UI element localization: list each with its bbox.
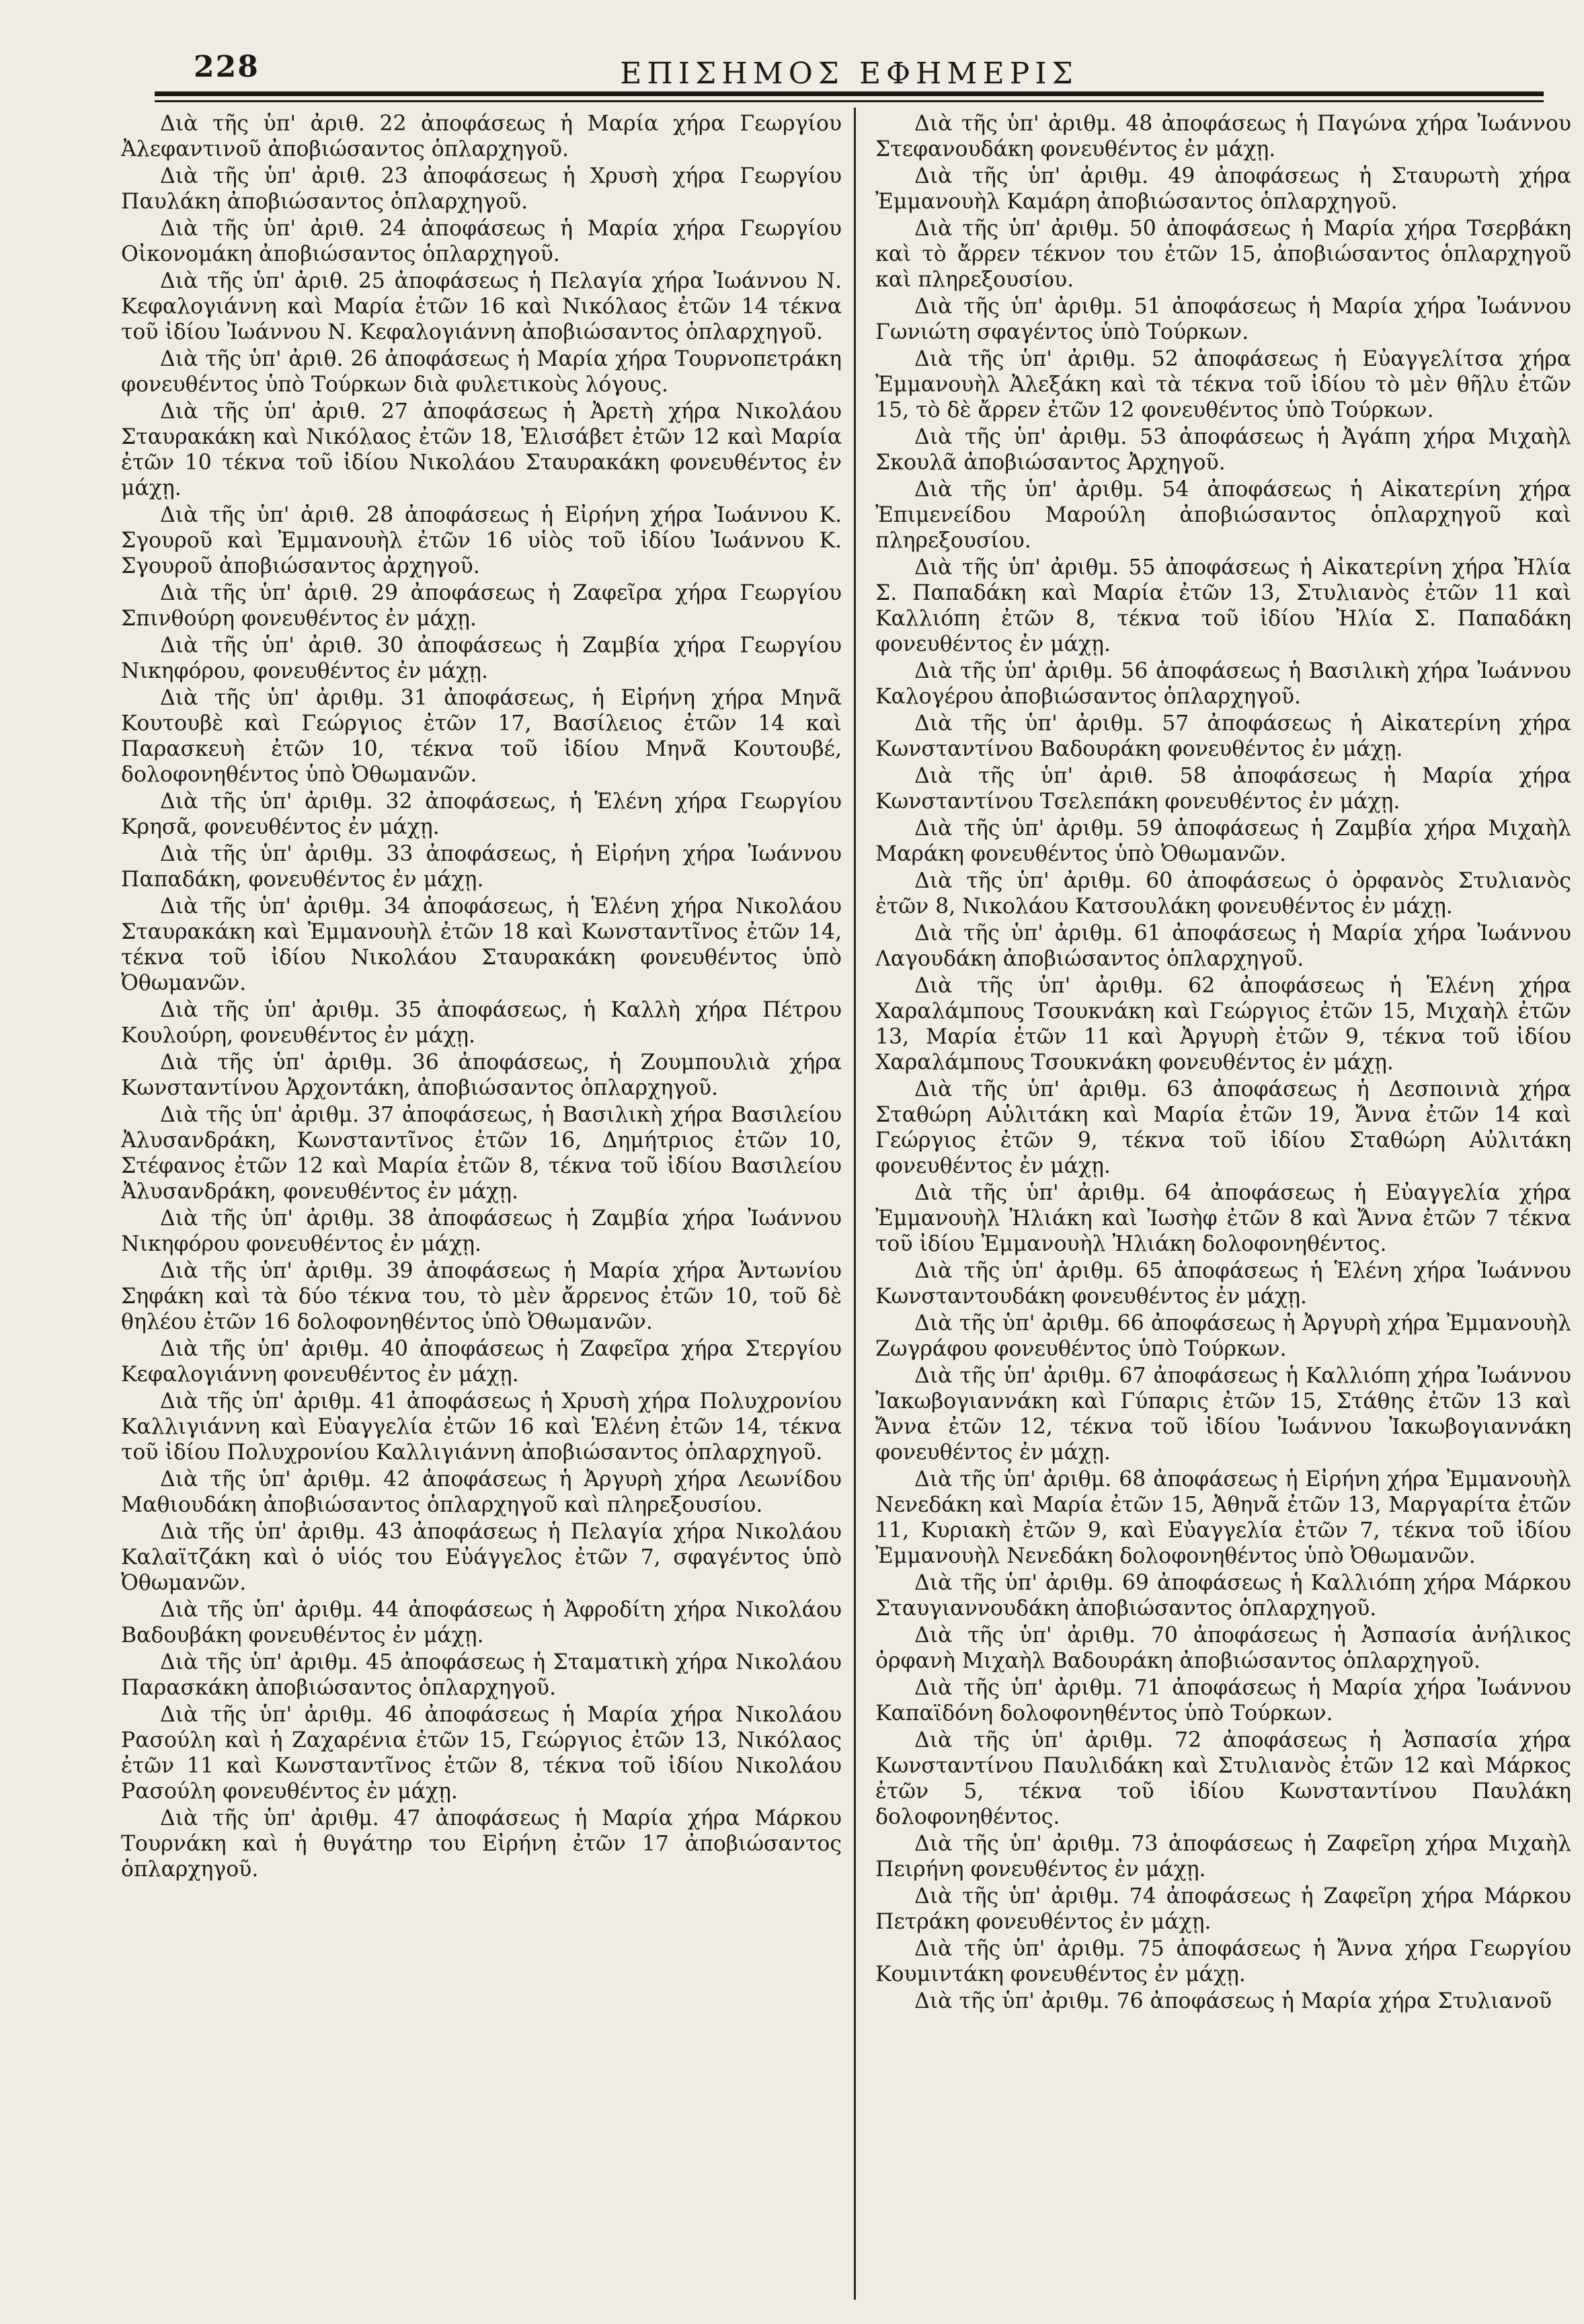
decision-entry: Διὰ τῆς ὑπ' ἀριθμ. 60 ἀποφάσεως ὁ ὀρφανὸς Στυλιανὸς ἐτῶν 8, Νικολάου Κατσουλάκη φονευθέντος ἐν μάχῃ. bbox=[875, 869, 1571, 919]
decision-entry: Διὰ τῆς ὑπ' ἀριθμ. 52 ἀποφάσεως ἡ Εὐαγγελίτσα χήρα Ἐμμανουὴλ Ἀλεξάκη καὶ τὰ τέκνα τοῦ ἰδίου τὸ μὲν θῆλυ ἐτῶν 15, τὸ δὲ ἄρρεν ἐτῶν 12 φονευθέντος ὑπὸ Τούρκων. bbox=[875, 347, 1571, 422]
decision-entry: Διὰ τῆς ὑπ' ἀριθ. 30 ἀποφάσεως ἡ Ζαμβία χήρα Γεωργίου Νικηφόρου, φονευθέντος ἐν μάχῃ. bbox=[121, 633, 842, 683]
decision-entry: Διὰ τῆς ὑπ' ἀριθμ. 72 ἀποφάσεως ἡ Ἀσπασία χήρα Κωνσταντίνου Παυλιδάκη καὶ Στυλιανὸς ἐτῶν 12 καὶ Μάρκος ἐτῶν 5, τέκνα τοῦ ἰδίου Κωνσταντίνου Παυλάκη δολοφονηθέντος. bbox=[875, 1728, 1571, 1829]
decision-entry: Διὰ τῆς ὑπ' ἀριθ. 24 ἀποφάσεως ἡ Μαρία χήρα Γεωργίου Οἰκονομάκη ἀποβιώσαντος ὁπλαρχηγοῦ. bbox=[121, 217, 842, 266]
decision-entry: Διὰ τῆς ὑπ' ἀριθ. 27 ἀποφάσεως ἡ Ἀρετὴ χήρα Νικολάου Σταυρακάκη καὶ Νικόλαος ἐτῶν 18, Ἐλισάβετ ἐτῶν 12 καὶ Μαρία ἐτῶν 10 τέκνα τοῦ ἰδίου Νικολάου Σταυρακάκη φονευθέντος ἐν μάχῃ. bbox=[121, 399, 842, 500]
decision-entry: Διὰ τῆς ὑπ' ἀριθμ. 39 ἀποφάσεως ἡ Μαρία χήρα Ἀντωνίου Σηφάκη καὶ τὰ δύο τέκνα του, τὸ μὲν ἄρρενος ἐτῶν 10, τοῦ δὲ θηλέου ἐτῶν 16 δολοφονηθέντος ὑπὸ Ὀθωμανῶν. bbox=[121, 1259, 842, 1334]
decision-entry: Διὰ τῆς ὑπ' ἀριθμ. 73 ἀποφάσεως ἡ Ζαφεῖρη χήρα Μιχαὴλ Πειρήνη φονευθέντος ἐν μάχῃ. bbox=[875, 1832, 1571, 1882]
decision-entry: Διὰ τῆς ὑπ' ἀριθμ. 65 ἀποφάσεως ἡ Ἑλένη χήρα Ἰωάννου Κωνσταντουδάκη φονευθέντος ἐν μάχῃ. bbox=[875, 1259, 1571, 1309]
decision-entry: Διὰ τῆς ὑπ' ἀριθμ. 41 ἀποφάσεως ἡ Χρυσὴ χήρα Πολυχρονίου Καλλιγιάννη καὶ Εὐαγγελία ἐτῶν 16 καὶ Ἑλένη ἐτῶν 14, τέκνα τοῦ ἰδίου Πολυχρονίου Καλλιγιάννη ἀποβιώσαντος ὁπλαρχηγοῦ. bbox=[121, 1389, 842, 1465]
decision-entry: Διὰ τῆς ὑπ' ἀριθμ. 35 ἀποφάσεως, ἡ Καλλὴ χήρα Πέτρου Κουλούρη, φονευθέντος ἐν μάχῃ. bbox=[121, 998, 842, 1048]
decision-entry: Διὰ τῆς ὑπ' ἀριθμ. 31 ἀποφάσεως, ἡ Εἰρήνη χήρα Μηνᾶ Κουτουβὲ καὶ Γεώργιος ἐτῶν 17, Βασίλειος ἐτῶν 14 καὶ Παρασκευὴ ἐτῶν 10, τέκνα τοῦ ἰδίου Μηνᾶ Κουτουβέ, δολοφονηθέντος ὑπὸ Ὀθωμανῶν. bbox=[121, 686, 842, 787]
decision-entry: Διὰ τῆς ὑπ' ἀριθμ. 61 ἀποφάσεως ἡ Μαρία χήρα Ἰωάννου Λαγουδάκη ἀποβιώσαντος ὁπλαρχηγοῦ. bbox=[875, 921, 1571, 971]
decision-entry: Διὰ τῆς ὑπ' ἀριθμ. 63 ἀποφάσεως ἡ Δεσποινιὰ χήρα Σταθώρη Αὐλιτάκη καὶ Μαρία ἐτῶν 19, Ἄννα ἐτῶν 14 καὶ Γεώργιος ἐτῶν 9, τέκνα τοῦ ἰδίου Σταθώρη Αὐλιτάκη φονευθέντος ἐν μάχῃ. bbox=[875, 1077, 1571, 1178]
decision-entry: Διὰ τῆς ὑπ' ἀριθμ. 59 ἀποφάσεως ἡ Ζαμβία χήρα Μιχαὴλ Μαράκη φονευθέντος ὑπὸ Ὀθωμανῶν. bbox=[875, 816, 1571, 866]
decision-entry: Διὰ τῆς ὑπ' ἀριθμ. 47 ἀποφάσεως ἡ Μαρία χήρα Μάρκου Τουρνάκη καὶ ἡ θυγάτηρ του Εἰρήνη ἐτῶν 17 ἀποβιώσαντος ὁπλαρχηγοῦ. bbox=[121, 1806, 842, 1882]
decision-entry: Διὰ τῆς ὑπ' ἀριθμ. 74 ἀποφάσεως ἡ Ζαφεῖρη χήρα Μάρκου Πετράκη φονευθέντος ἐν μάχῃ. bbox=[875, 1884, 1571, 1934]
decision-entry: Διὰ τῆς ὑπ' ἀριθμ. 71 ἀποφάσεως ἡ Μαρία χήρα Ἰωάννου Καπαϊδόνη δολοφονηθέντος ὑπὸ Τούρκων. bbox=[875, 1676, 1571, 1726]
decision-entry: Διὰ τῆς ὑπ' ἀριθ. 29 ἀποφάσεως ἡ Ζαφεῖρα χήρα Γεωργίου Σπινθούρη φονευθέντος ἐν μάχῃ. bbox=[121, 581, 842, 631]
decision-entry: Διὰ τῆς ὑπ' ἀριθμ. 42 ἀποφάσεως ἡ Ἀργυρὴ χήρα Λεωνίδου Μαθιουδάκη ἀποβιώσαντος ὁπλαρχηγοῦ καὶ πληρεξουσίου. bbox=[121, 1467, 842, 1517]
decision-entry: Διὰ τῆς ὑπ' ἀριθ. 25 ἀποφάσεως ἡ Πελαγία χήρα Ἰωάννου Ν. Κεφαλογιάννη καὶ Μαρία ἐτῶν 16 καὶ Νικόλαος ἐτῶν 14 τέκνα τοῦ ἰδίου Ἰωάννου Ν. Κεφαλογιάννη ἀποβιώσαντος ὁπλαρχηγοῦ. bbox=[121, 269, 842, 344]
decision-entry: Διὰ τῆς ὑπ' ἀριθ. 58 ἀποφάσεως ἡ Μαρία χήρα Κωνσταντίνου Τσελεπάκη φονευθέντος ἐν μάχῃ. bbox=[875, 764, 1571, 814]
left-column bbox=[121, 111, 842, 2300]
decision-entry: Διὰ τῆς ὑπ' ἀριθμ. 44 ἀποφάσεως ἡ Ἀφροδίτη χήρα Νικολάου Βαδουβάκη φονευθέντος ἐν μάχῃ. bbox=[121, 1598, 842, 1648]
decision-entry: Διὰ τῆς ὑπ' ἀριθμ. 56 ἀποφάσεως ἡ Βασιλικὴ χήρα Ἰωάννου Καλογέρου ἀποβιώσαντος ὁπλαρχηγοῦ. bbox=[875, 659, 1571, 709]
decision-entry: Διὰ τῆς ὑπ' ἀριθμ. 51 ἀποφάσεως ἡ Μαρία χήρα Ἰωάννου Γωνιώτη σφαγέντος ὑπὸ Τούρκων. bbox=[875, 295, 1571, 344]
decision-entry: Διὰ τῆς ὑπ' ἀριθμ. 66 ἀποφάσεως ἡ Ἀργυρὴ χήρα Ἐμμανουὴλ Ζωγράφου φονευθέντος ὑπὸ Τούρκων. bbox=[875, 1311, 1571, 1361]
decision-entry: Διὰ τῆς ὑπ' ἀριθμ. 55 ἀποφάσεως ἡ Αἰκατερίνη χήρα Ἠλία Σ. Παπαδάκη καὶ Μαρία ἐτῶν 13, Στυλιανὸς ἐτῶν 11 καὶ Καλλιόπη ἐτῶν 8, τέκνα τοῦ ἰδίου Ἠλία Σ. Παπαδάκη φονευθέντος ἐν μάχῃ. bbox=[875, 555, 1571, 656]
decision-entry: Διὰ τῆς ὑπ' ἀριθ. 22 ἀποφάσεως ἡ Μαρία χήρα Γεωργίου Ἀλεφαντινοῦ ἀποβιώσαντος ὁπλαρχηγοῦ. bbox=[121, 112, 842, 161]
decision-entry: Διὰ τῆς ὑπ' ἀριθμ. 32 ἀποφάσεως, ἡ Ἑλένη χήρα Γεωργίου Κρησᾶ, φονευθέντος ἐν μάχῃ. bbox=[121, 789, 842, 839]
decision-entry: Διὰ τῆς ὑπ' ἀριθμ. 48 ἀποφάσεως ἡ Παγώνα χήρα Ἰωάννου Στεφανουδάκη φονευθέντος ἐν μάχῃ. bbox=[875, 112, 1571, 161]
decision-entry: Διὰ τῆς ὑπ' ἀριθμ. 49 ἀποφάσεως ἡ Σταυρωτὴ χήρα Ἐμμανουὴλ Καμάρη ἀποβιώσαντος ὁπλαρχηγοῦ. bbox=[875, 164, 1571, 214]
decision-entry: Διὰ τῆς ὑπ' ἀριθμ. 43 ἀποφάσεως ἡ Πελαγία χήρα Νικολάου Καλαϊτζάκη καὶ ὁ υἱός του Εὐάγγελος ἐτῶν 7, σφαγέντος ὑπὸ Ὀθωμανῶν. bbox=[121, 1520, 842, 1595]
column-divider bbox=[854, 108, 856, 2300]
decision-entry: Διὰ τῆς ὑπ' ἀριθ. 26 ἀποφάσεως ἡ Μαρία χήρα Τουρνοπετράκη φονευθέντος ὑπὸ Τούρκων διὰ φυλετικοὺς λόγους. bbox=[121, 347, 842, 397]
decision-entry: Διὰ τῆς ὑπ' ἀριθ. 28 ἀποφάσεως ἡ Εἰρήνη χήρα Ἰωάννου Κ. Σγουροῦ καὶ Ἐμμανουὴλ ἐτῶν 16 υἱὸς τοῦ ἰδίου Ἰωάννου Κ. Σγουροῦ ἀποβιώσαντος ἀρχηγοῦ. bbox=[121, 503, 842, 578]
decision-entry: Διὰ τῆς ὑπ' ἀριθμ. 38 ἀποφάσεως ἡ Ζαμβία χήρα Ἰωάννου Νικηφόρου φονευθέντος ἐν μάχῃ. bbox=[121, 1206, 842, 1256]
decision-entry: Διὰ τῆς ὑπ' ἀριθμ. 50 ἀποφάσεως ἡ Μαρία χήρα Τσερβάκη καὶ τὸ ἄρρεν τέκνον του ἐτῶν 15, ἀποβιώσαντος ὁπλαρχηγοῦ καὶ πληρεξουσίου. bbox=[875, 217, 1571, 292]
right-column bbox=[875, 111, 1571, 2300]
decision-entry: Διὰ τῆς ὑπ' ἀριθμ. 46 ἀποφάσεως ἡ Μαρία χήρα Νικολάου Ρασούλη καὶ ἡ Ζαχαρένια ἐτῶν 15, Γεώργιος ἐτῶν 13, Νικόλαος ἐτῶν 11 καὶ Κωνσταντῖνος ἐτῶν 8, τέκνα τοῦ ἰδίου Νικολάου Ρασούλη φονευθέντος ἐν μάχῃ. bbox=[121, 1703, 842, 1804]
decision-entry: Διὰ τῆς ὑπ' ἀριθμ. 36 ἀποφάσεως, ἡ Ζουμπουλιὰ χήρα Κωνσταντίνου Ἀρχοντάκη, ἀποβιώσαντος ὁπλαρχηγοῦ. bbox=[121, 1050, 842, 1100]
decision-entry: Διὰ τῆς ὑπ' ἀριθμ. 64 ἀποφάσεως ἡ Εὐαγγελία χήρα Ἐμμανουὴλ Ἠλιάκη καὶ Ἰωσὴφ ἐτῶν 8 καὶ Ἄννα ἐτῶν 7 τέκνα τοῦ ἰδίου Ἐμμανουὴλ Ἠλιάκη δολοφονηθέντος. bbox=[875, 1181, 1571, 1256]
decision-entry: Διὰ τῆς ὑπ' ἀριθμ. 53 ἀποφάσεως ἡ Ἀγάπη χήρα Μιχαὴλ Σκουλᾶ ἀποβιώσαντος Ἀρχηγοῦ. bbox=[875, 425, 1571, 475]
header-rule-thin bbox=[155, 100, 1544, 102]
decision-entry: Διὰ τῆς ὑπ' ἀριθμ. 45 ἀποφάσεως ἡ Σταματικὴ χήρα Νικολάου Παρασκάκη ἀποβιώσαντος ὁπλαρχηγοῦ. bbox=[121, 1650, 842, 1700]
decision-entry: Διὰ τῆς ὑπ' ἀριθμ. 33 ἀποφάσεως, ἡ Εἰρήνη χήρα Ἰωάννου Παπαδάκη, φονευθέντος ἐν μάχῃ. bbox=[121, 842, 842, 892]
decision-entry: Διὰ τῆς ὑπ' ἀριθ. 23 ἀποφάσεως ἡ Χρυσὴ χήρα Γεωργίου Παυλάκη ἀποβιώσαντος ὁπλαρχηγοῦ. bbox=[121, 164, 842, 214]
gazette-title: ΕΠΙΣΗΜΟΣ ΕΦΗΜΕΡΙΣ bbox=[620, 56, 1078, 91]
decision-entry: Διὰ τῆς ὑπ' ἀριθμ. 40 ἀποφάσεως ἡ Ζαφεῖρα χήρα Στεργίου Κεφαλογιάννη φονευθέντος ἐν μάχῃ. bbox=[121, 1337, 842, 1387]
decision-entry: Διὰ τῆς ὑπ' ἀριθμ. 75 ἀποφάσεως ἡ Ἄννα χήρα Γεωργίου Κουμιντάκη φονευθέντος ἐν μάχῃ. bbox=[875, 1937, 1571, 1986]
decision-entry: Διὰ τῆς ὑπ' ἀριθμ. 54 ἀποφάσεως ἡ Αἰκατερίνη χήρα Ἐπιμενείδου Μαρούλη ἀποβιώσαντος ὁπλαρχηγοῦ καὶ πληρεξουσίου. bbox=[875, 477, 1571, 553]
decision-entry: Διὰ τῆς ὑπ' ἀριθμ. 62 ἀποφάσεως ἡ Ἑλένη χήρα Χαραλάμπους Τσουκνάκη καὶ Γεώργιος ἐτῶν 15, Μιχαὴλ ἐτῶν 13, Μαρία ἐτῶν 11 καὶ Ἀργυρὴ ἐτῶν 9, τέκνα τοῦ ἰδίου Χαραλάμπους Τσουκνάκη φονευθέντος ἐν μάχῃ. bbox=[875, 974, 1571, 1075]
decision-entry: Διὰ τῆς ὑπ' ἀριθμ. 57 ἀποφάσεως ἡ Αἰκατερίνη χήρα Κωνσταντίνου Βαδουράκη φονευθέντος ἐν μάχῃ. bbox=[875, 711, 1571, 761]
decision-entry: Διὰ τῆς ὑπ' ἀριθμ. 70 ἀποφάσεως ἡ Ἀσπασία ἀνήλικος ὀρφανὴ Μιχαὴλ Βαδουράκη ἀποβιώσαντος ὁπλαρχηγοῦ. bbox=[875, 1623, 1571, 1673]
decision-entry: Διὰ τῆς ὑπ' ἀριθμ. 68 ἀποφάσεως ἡ Εἰρήνη χήρα Ἐμμανουὴλ Νενεδάκη καὶ Μαρία ἐτῶν 15, Ἀθηνᾶ ἐτῶν 13, Μαργαρίτα ἐτῶν 11, Κυριακὴ ἐτῶν 9, καὶ Εὐαγγελία ἐτῶν 7, τέκνα τοῦ ἰδίου Ἐμμανουὴλ Νενεδάκη δολοφονηθέντος ὑπὸ Ὀθωμανῶν. bbox=[875, 1467, 1571, 1568]
decision-entry: Διὰ τῆς ὑπ' ἀριθμ. 67 ἀποφάσεως ἡ Καλλιόπη χήρα Ἰωάννου Ἰακωβογιαννάκη καὶ Γύπαρις ἐτῶν 15, Στάθης ἐτῶν 13 καὶ Ἄννα ἐτῶν 12, τέκνα τοῦ ἰδίου Ἰωάννου Ἰακωβογιαννάκη φονευθέντος ἐν μάχῃ. bbox=[875, 1364, 1571, 1465]
decision-entry: Διὰ τῆς ὑπ' ἀριθμ. 34 ἀποφάσεως, ἡ Ἑλένη χήρα Νικολάου Σταυρακάκη καὶ Ἐμμανουὴλ ἐτῶν 18 καὶ Κωνσταντῖνος ἐτῶν 14, τέκνα τοῦ ἰδίου Νικολάου Σταυρακάκη φονευθέντος ὑπὸ Ὀθωμανῶν. bbox=[121, 894, 842, 995]
header-rule-thick bbox=[155, 91, 1544, 96]
decision-entry: Διὰ τῆς ὑπ' ἀριθμ. 69 ἀποφάσεως ἡ Καλλιόπη χήρα Μάρκου Σταυγιαννουδάκη ἀποβιώσαντος ὁπλαρχηγοῦ. bbox=[875, 1571, 1571, 1621]
page-number: 228 bbox=[194, 50, 260, 84]
decision-entry: Διὰ τῆς ὑπ' ἀριθμ. 37 ἀποφάσεως, ἡ Βασιλικὴ χήρα Βασιλείου Ἀλυσανδράκη, Κωνσταντῖνος ἐτῶν 16, Δημήτριος ἐτῶν 10, Στέφανος ἐτῶν 12 καὶ Μαρία ἐτῶν 8, τέκνα τοῦ ἰδίου Βασιλείου Ἀλυσανδράκη, φονευθέντος ἐν μάχῃ. bbox=[121, 1103, 842, 1204]
decision-entry: Διὰ τῆς ὑπ' ἀριθμ. 76 ἀποφάσεως ἡ Μαρία χήρα Στυλιανοῦ bbox=[914, 1989, 1552, 2013]
